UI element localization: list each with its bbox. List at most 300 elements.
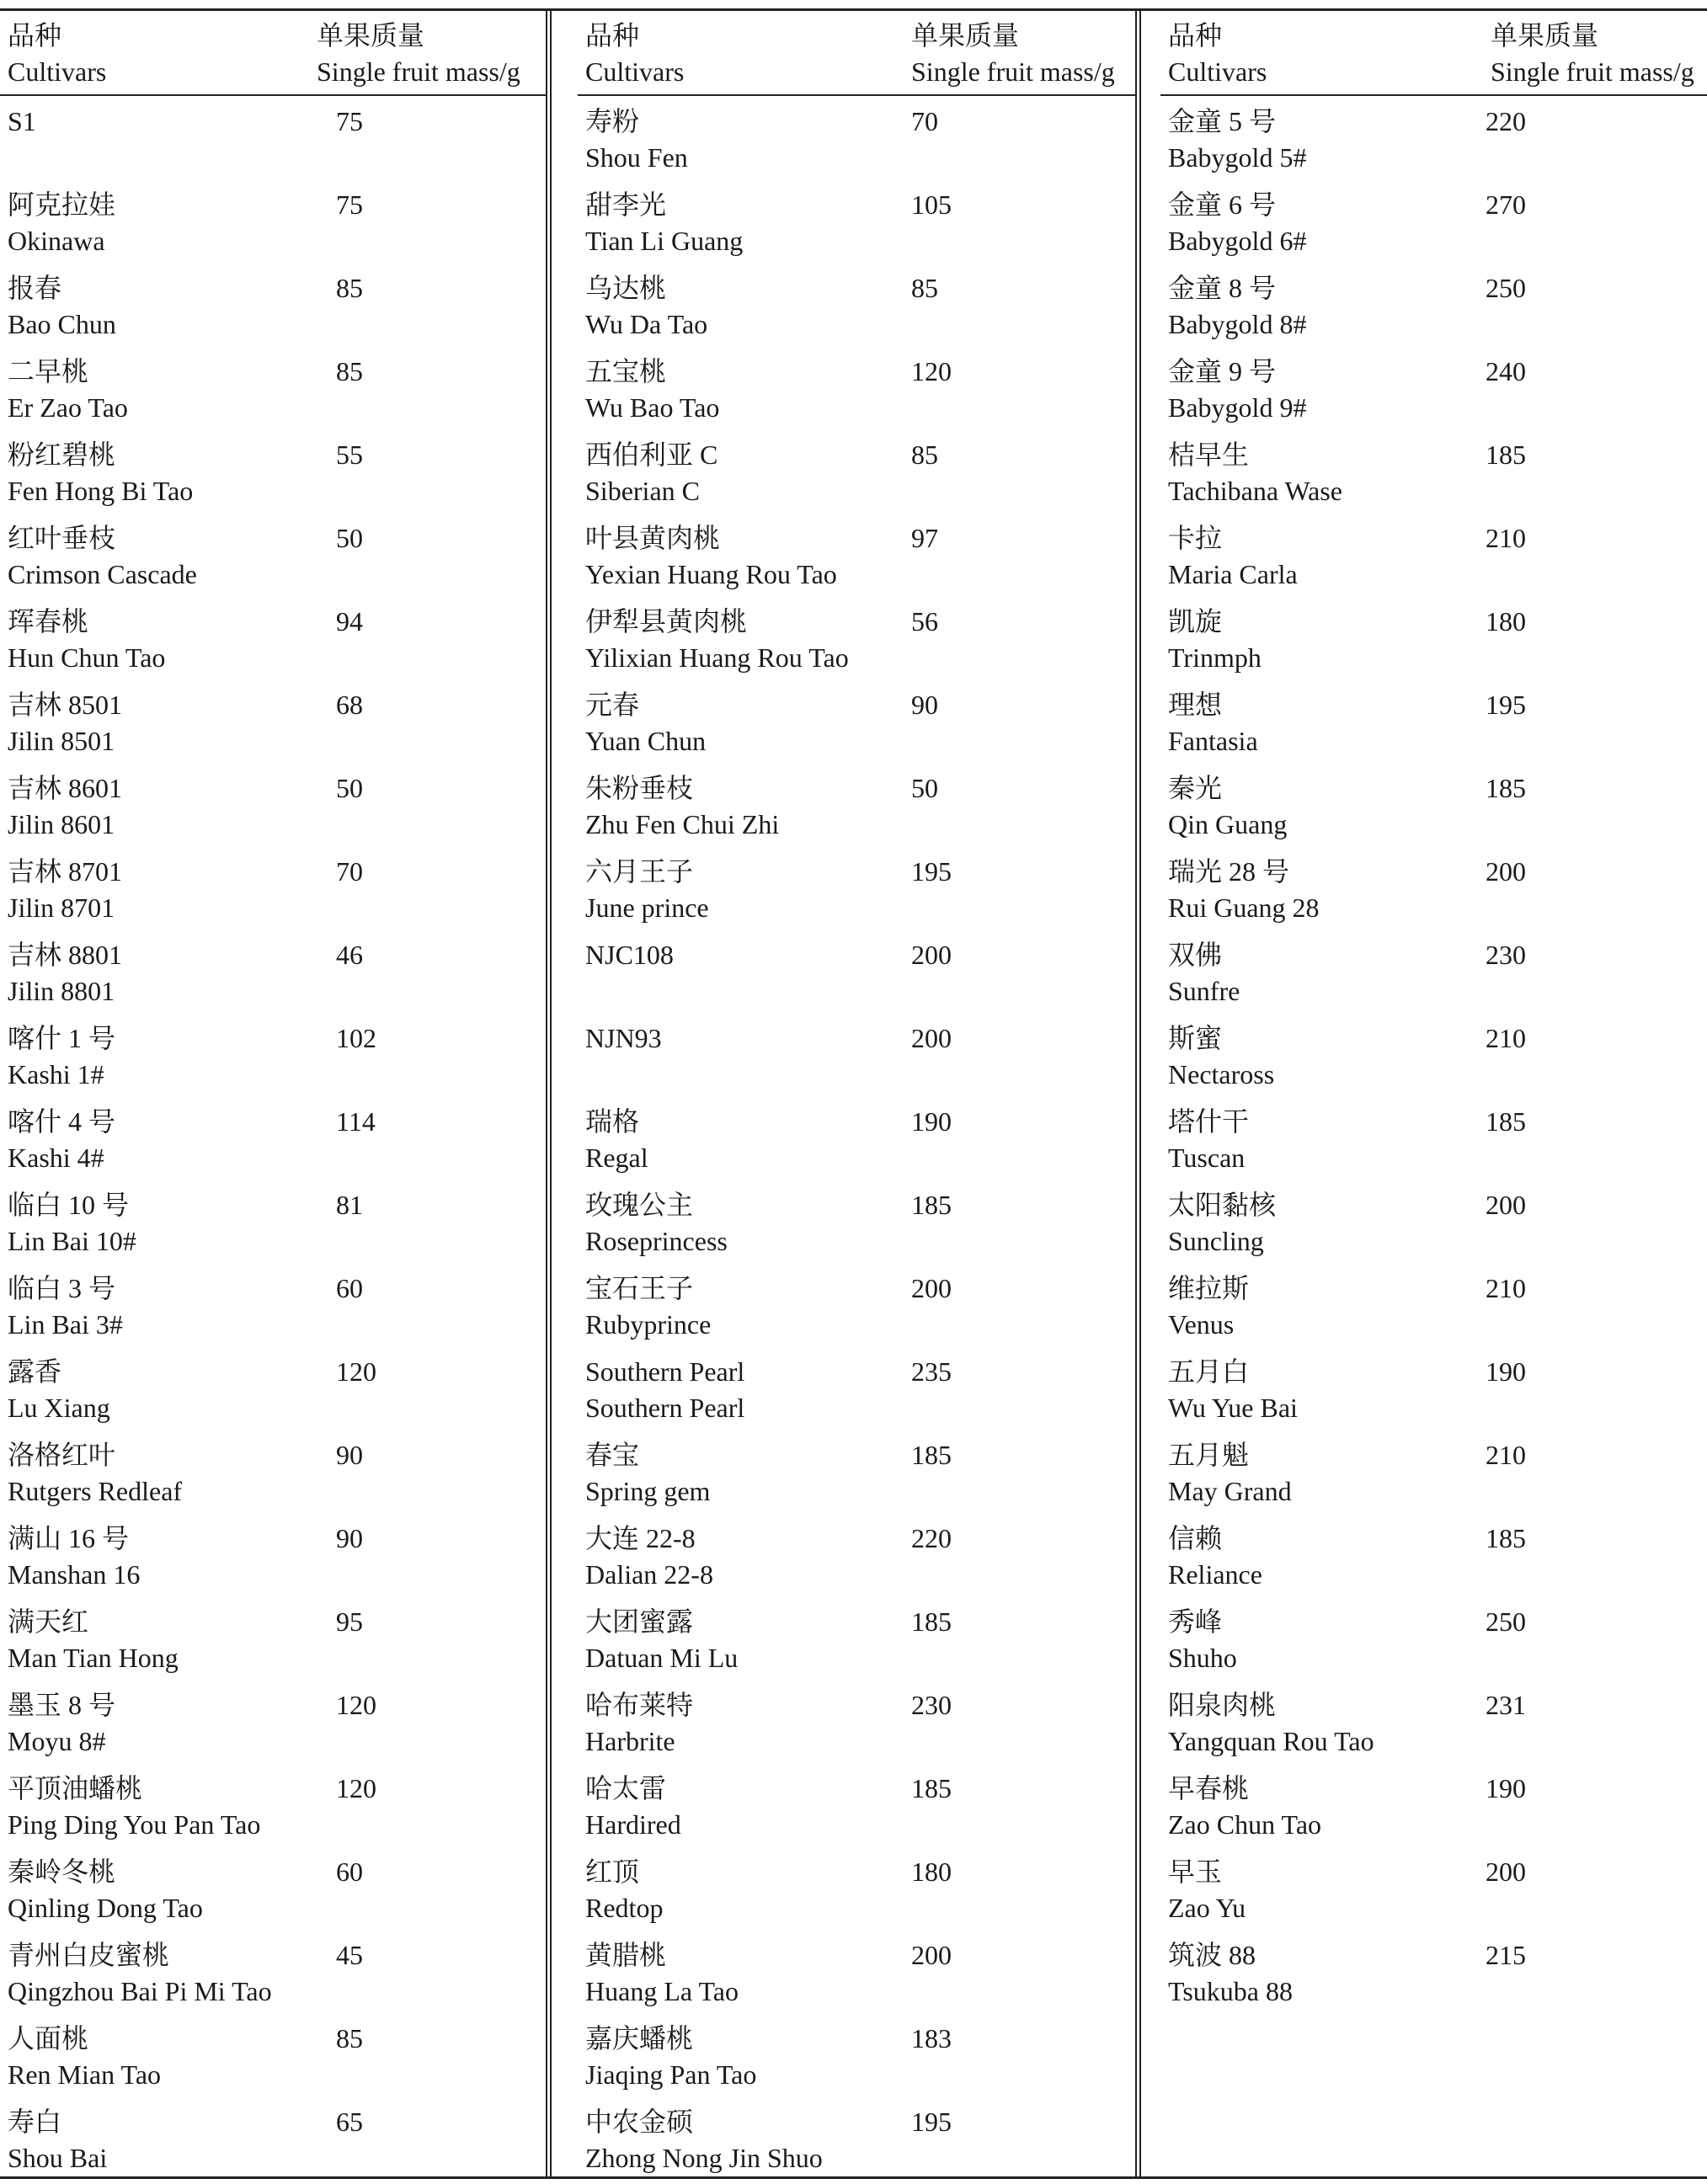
table-row: [1160, 96, 1707, 179]
fruit-mass-value: 210: [1486, 1440, 1526, 1470]
cultivar-name-en: Babygold 5#: [1168, 142, 1307, 173]
cultivar-cell: [585, 104, 688, 176]
cultivar-name-en: Yuan Chun: [585, 726, 707, 756]
cultivar-name-zh: 大连 22-8: [585, 1523, 696, 1553]
cultivar-cell: [8, 854, 122, 926]
cultivar-cell: [8, 1521, 140, 1593]
table-row: [0, 2013, 547, 2096]
cultivar-name-en: Babygold 8#: [1168, 309, 1307, 339]
cultivar-name-en: Kashi 1#: [8, 1059, 104, 1089]
cultivar-name-en: Moyu 8#: [8, 1726, 106, 1756]
header-cultivar: [585, 18, 684, 90]
cultivar-name-en: Shou Bai: [8, 2143, 108, 2173]
header-mass: [911, 18, 1115, 90]
cultivar-name-zh: 平顶油蟠桃: [8, 1773, 143, 1803]
cultivar-cell: [1168, 520, 1298, 593]
cultivar-name-zh: 早玉: [1168, 1856, 1223, 1887]
cultivar-name-zh: 元春: [585, 690, 640, 720]
table-row: [578, 930, 1137, 1013]
cultivar-name-en: Babygold 9#: [1168, 392, 1307, 423]
cultivar-name-en: Tuscan: [1168, 1143, 1246, 1173]
table-header: [1160, 11, 1707, 96]
fruit-mass-value: 70: [336, 856, 363, 887]
table-row: [1160, 1013, 1707, 1096]
cultivar-cell: [585, 1937, 739, 2010]
cultivar-cell: [8, 2021, 161, 2093]
cultivar-cell: [8, 437, 193, 509]
cultivar-cell: [8, 1354, 110, 1426]
fruit-mass-value: 105: [911, 189, 952, 220]
cultivar-name-en: Tian Li Guang: [585, 226, 744, 256]
cultivar-name-zh: 金童 8 号: [1168, 273, 1277, 303]
table-row: [0, 513, 547, 596]
header-mass: [317, 18, 520, 90]
cultivar-cell: [8, 1854, 203, 1926]
table-row: [578, 263, 1137, 346]
fruit-mass-value: 50: [336, 773, 363, 803]
cultivar-name-en: Yexian Huang Rou Tao: [585, 559, 837, 589]
fruit-mass-value: 97: [911, 523, 938, 553]
cultivar-name-zh: 阿克拉娃: [8, 189, 116, 220]
cultivar-name-zh: 吉林 8501: [8, 690, 123, 720]
cultivar-name-en: Wu Da Tao: [585, 309, 708, 339]
cultivar-name-zh: 玫瑰公主: [585, 1190, 694, 1220]
fruit-mass-value: 195: [911, 2107, 952, 2137]
cultivar-name-en: Yilixian Huang Rou Tao: [585, 642, 849, 673]
fruit-mass-value: 200: [911, 1023, 952, 1053]
fruit-mass-value: 230: [1486, 940, 1526, 970]
cultivar-name-zh: 红顶: [585, 1856, 640, 1887]
fruit-mass-value: 185: [1486, 1523, 1526, 1553]
fruit-mass-value: 70: [911, 106, 938, 136]
table-panel-1: [0, 11, 547, 2176]
table-row: [578, 179, 1137, 263]
cultivar-name-zh: 信赖: [1168, 1523, 1223, 1553]
table-row: [1160, 679, 1707, 763]
fruit-mass-value: 60: [336, 1273, 363, 1303]
cultivar-cell: [585, 687, 706, 759]
cultivar-cell: [585, 604, 849, 676]
cultivar-cell: [585, 770, 779, 843]
cultivar-cell: [1168, 187, 1306, 259]
cultivar-cell: [8, 1687, 115, 1760]
cultivar-name-zh: 甜李光: [585, 189, 667, 220]
cultivar-cell: [585, 1687, 693, 1760]
cultivar-name-zh: 五月魁: [1168, 1440, 1250, 1470]
table-row: [1160, 1930, 1707, 2013]
cultivar-name-en: Venus: [1168, 1309, 1235, 1340]
fruit-mass-value: 230: [911, 1690, 952, 1720]
cultivar-name-en: Qinling Dong Tao: [8, 1893, 203, 1923]
cultivar-name-zh: Southern Pearl: [585, 1356, 745, 1387]
table-row: [0, 1263, 547, 1346]
cultivar-cell: [1168, 1937, 1293, 2010]
header-cultivar-en: Cultivars: [8, 56, 107, 87]
cultivar-cell: [8, 270, 116, 343]
table-row: [578, 596, 1137, 679]
cultivar-cell: [585, 187, 743, 259]
cultivar-cell: [1168, 1854, 1246, 1926]
cultivar-name-en: Zao Chun Tao: [1168, 1809, 1322, 1840]
table-row: [1160, 179, 1707, 263]
fruit-mass-value: 185: [911, 1773, 952, 1803]
cultivar-name-zh: 墨玉 8 号: [8, 1690, 116, 1720]
cultivar-name-en: Manshan 16: [8, 1559, 141, 1590]
cultivar-name-en: Wu Yue Bai: [1168, 1393, 1298, 1423]
cultivar-cell: [585, 354, 719, 426]
cultivar-name-en: Qingzhou Bai Pi Mi Tao: [8, 1976, 272, 2006]
fruit-mass-value: 210: [1486, 1023, 1526, 1053]
cultivar-name-en: Reliance: [1168, 1559, 1262, 1590]
cultivar-name-en: Bao Chun: [8, 309, 116, 339]
cultivar-name-en: Datuan Mi Lu: [585, 1643, 739, 1673]
table-header: [578, 11, 1137, 96]
cultivar-name-en: Hardired: [585, 1809, 681, 1840]
cultivar-name-en: Fen Hong Bi Tao: [8, 476, 194, 506]
fruit-mass-value: 120: [911, 356, 952, 386]
cultivar-name-en: Jilin 8801: [8, 976, 115, 1006]
fruit-mass-value: 60: [336, 1856, 363, 1887]
cultivar-name-en: Regal: [585, 1143, 648, 1173]
cultivar-name-zh: 满天红: [8, 1606, 89, 1637]
cultivar-cell: [8, 187, 115, 259]
table-row: [1160, 846, 1707, 930]
cultivar-cell: [1168, 687, 1258, 759]
table-row: [1160, 596, 1707, 679]
cultivar-name-en: Tsukuba 88: [1168, 1976, 1293, 2006]
table-row: [1160, 1263, 1707, 1346]
table-row: [0, 1763, 547, 1846]
cultivar-cell: [1168, 1020, 1274, 1093]
cultivar-cell: [585, 1187, 728, 1260]
cultivar-name-zh: 五宝桃: [585, 356, 667, 386]
cultivar-name-en: Lin Bai 10#: [8, 1226, 136, 1256]
fruit-mass-value: 90: [911, 690, 938, 720]
fruit-mass-value: 85: [336, 356, 363, 386]
cultivar-name-zh: 早春桃: [1168, 1773, 1250, 1803]
cultivar-cell: [585, 854, 709, 926]
cultivar-cell: [8, 2104, 107, 2176]
fruit-mass-value: 68: [336, 690, 363, 720]
table-row: [0, 1430, 547, 1513]
fruit-mass-value: 65: [336, 2107, 363, 2137]
cultivar-name-en: Fantasia: [1168, 726, 1258, 756]
table-row: [0, 1346, 547, 1430]
cultivar-name-zh: 叶县黄肉桃: [585, 523, 721, 553]
cultivar-cell: [585, 1270, 711, 1343]
cultivar-name-zh: 瑞光 28 号: [1168, 856, 1290, 887]
cultivar-name-en: Dalian 22-8: [585, 1559, 713, 1590]
cultivar-name-zh: 瑞格: [585, 1106, 640, 1137]
cultivar-cell: [1168, 270, 1306, 343]
fruit-mass-value: 75: [336, 189, 363, 220]
cultivar-name-en: Harbrite: [585, 1726, 675, 1756]
cultivar-cell: [585, 1354, 744, 1426]
header-cultivar: [1168, 18, 1267, 90]
fruit-mass-value: 183: [911, 2023, 952, 2053]
cultivar-cell: [1168, 1270, 1249, 1343]
fruit-mass-value: 190: [911, 1106, 952, 1137]
table-row: [578, 346, 1137, 429]
fruit-mass-value: 185: [1486, 1106, 1526, 1137]
fruit-mass-value: 210: [1486, 523, 1526, 553]
fruit-mass-value: 200: [911, 940, 952, 970]
fruit-mass-value: 55: [336, 439, 363, 470]
cultivar-name-en: Hun Chun Tao: [8, 642, 166, 673]
table-row: [1160, 1596, 1707, 1680]
cultivar-name-en: Jilin 8601: [8, 809, 115, 839]
cultivar-cell: [1168, 1771, 1321, 1843]
table-panel-2: [578, 11, 1137, 2176]
cultivar-cell: [585, 437, 717, 509]
cultivar-name-zh: 二早桃: [8, 356, 89, 386]
table-row: [578, 1013, 1137, 1096]
table-row: [0, 1513, 547, 1596]
table-row: [0, 96, 547, 179]
cultivar-cell: [585, 2021, 756, 2093]
table-row: [0, 1846, 547, 1930]
cultivar-name-en: Ping Ding You Pan Tao: [8, 1809, 261, 1840]
fruit-mass-value: 180: [1486, 606, 1526, 637]
cultivar-cell: [1168, 104, 1306, 176]
table-row: [1160, 1180, 1707, 1263]
cultivar-name-zh: 哈太雷: [585, 1773, 667, 1803]
table-row: [0, 930, 547, 1013]
table-row: [578, 1680, 1137, 1763]
cultivar-cell: [8, 104, 36, 140]
cultivar-name-en: Jilin 8501: [8, 726, 115, 756]
cultivar-name-zh: NJN93: [585, 1023, 662, 1053]
table-row: [0, 1096, 547, 1180]
cultivar-name-zh: 满山 16 号: [8, 1523, 130, 1553]
table-row: [0, 1930, 547, 2013]
fruit-mass-value: 90: [336, 1523, 363, 1553]
cultivar-name-en: Roseprincess: [585, 1226, 728, 1256]
table-row: [0, 263, 547, 346]
table-body: [578, 96, 1137, 2180]
fruit-mass-value: 185: [1486, 773, 1526, 803]
cultivar-name-zh: 乌达桃: [585, 273, 667, 303]
cultivar-name-zh: 黄腊桃: [585, 1940, 667, 1970]
cultivar-name-zh: NJC108: [585, 940, 674, 970]
fruit-mass-value: 195: [1486, 690, 1526, 720]
cultivar-name-en: Siberian C: [585, 476, 700, 506]
fruit-mass-value: 85: [911, 273, 938, 303]
table-row: [1160, 513, 1707, 596]
table-row: [578, 429, 1137, 513]
cultivar-name-zh: 吉林 8601: [8, 773, 123, 803]
table-row: [1160, 763, 1707, 846]
cultivar-name-en: Sunfre: [1168, 976, 1240, 1006]
cultivar-name-zh: 阳泉肉桃: [1168, 1690, 1277, 1720]
table-row: [578, 1346, 1137, 1430]
cultivar-name-en: Yangquan Rou Tao: [1168, 1726, 1374, 1756]
cultivar-cell: [1168, 1604, 1237, 1676]
cultivar-cell: [8, 1187, 136, 1260]
cultivar-name-en: Maria Carla: [1168, 559, 1298, 589]
cultivar-name-zh: 金童 6 号: [1168, 189, 1277, 220]
cultivar-name-en: Okinawa: [8, 226, 105, 256]
fruit-mass-value: 90: [336, 1440, 363, 1470]
fruit-mass-value: 85: [336, 273, 363, 303]
table-row: [1160, 1346, 1707, 1430]
cultivar-cell: [8, 1104, 115, 1176]
cultivar-cell: [8, 1771, 260, 1843]
header-cultivar-en: Cultivars: [585, 56, 685, 87]
cultivar-name-en: Jilin 8701: [8, 892, 115, 923]
cultivar-cell: [1168, 1187, 1276, 1260]
cultivar-name-zh: 临白 3 号: [8, 1273, 116, 1303]
table-row: [1160, 346, 1707, 429]
cultivar-name-en: Man Tian Hong: [8, 1643, 179, 1673]
fruit-mass-value: 85: [911, 439, 938, 470]
table-row: [0, 679, 547, 763]
cultivar-name-en: Zao Yu: [1168, 1893, 1246, 1923]
fruit-mass-value: 190: [1486, 1356, 1526, 1387]
cultivar-name-en: Babygold 6#: [1168, 226, 1307, 256]
fruit-mass-value: 102: [336, 1023, 376, 1053]
header-mass: [1491, 18, 1694, 90]
cultivar-cell: [585, 270, 707, 343]
fruit-mass-value: 210: [1486, 1273, 1526, 1303]
cultivar-name-zh: 吉林 8801: [8, 940, 123, 970]
fruit-mass-value: 120: [336, 1356, 376, 1387]
cultivar-name-en: Huang La Tao: [585, 1976, 739, 2006]
cultivar-name-zh: 塔什干: [1168, 1106, 1250, 1137]
cultivar-name-zh: 西伯利亚 C: [585, 439, 718, 470]
cultivar-cell: [1168, 1354, 1298, 1426]
table-row: [0, 429, 547, 513]
fruit-mass-value: 50: [336, 523, 363, 553]
table-row: [0, 1013, 547, 1096]
cultivar-name-en: Lu Xiang: [8, 1393, 110, 1423]
fruit-mass-value: 240: [1486, 356, 1526, 386]
table-row: [0, 1180, 547, 1263]
fruit-mass-value: 200: [911, 1940, 952, 1970]
cultivar-cell: [1168, 1104, 1249, 1176]
table-row: [578, 1846, 1137, 1930]
cultivar-name-en: Crimson Cascade: [8, 559, 197, 589]
fruit-mass-value: 120: [336, 1690, 376, 1720]
table-row: [1160, 1846, 1707, 1930]
table-row: [0, 596, 547, 679]
cultivar-name-zh: 嘉庆蟠桃: [585, 2023, 694, 2053]
cultivar-name-zh: 五月白: [1168, 1356, 1250, 1387]
table-row: [578, 846, 1137, 930]
table-row: [0, 763, 547, 846]
cultivar-name-zh: 露香: [8, 1356, 62, 1387]
table-row: [1160, 263, 1707, 346]
fruit-mass-value: 185: [911, 1190, 952, 1220]
cultivar-name-zh: 金童 5 号: [1168, 106, 1277, 136]
cultivar-name-zh: 斯蜜: [1168, 1023, 1223, 1053]
fruit-mass-value: 250: [1486, 273, 1526, 303]
table-row: [1160, 1680, 1707, 1763]
cultivar-name-en: Lin Bai 3#: [8, 1309, 123, 1340]
table-header: [0, 11, 547, 96]
cultivar-name-en: Jiaqing Pan Tao: [585, 2059, 757, 2090]
table-row: [1160, 1430, 1707, 1513]
cultivar-name-zh: 凯旋: [1168, 606, 1223, 637]
cultivar-cell: [1168, 604, 1262, 676]
table-row: [0, 1680, 547, 1763]
cultivar-name-en: Trinmph: [1168, 642, 1262, 673]
cultivar-name-zh: 朱粉垂枝: [585, 773, 694, 803]
cultivar-name-en: Rubyprince: [585, 1309, 712, 1340]
cultivar-cell: [8, 1937, 272, 2010]
cultivar-name-zh: 洛格红叶: [8, 1440, 116, 1470]
table-row: [0, 846, 547, 930]
fruit-mass-value: 85: [336, 2023, 363, 2053]
cultivar-cell: [585, 1604, 738, 1676]
cultivar-cell: [8, 937, 122, 1009]
table-row: [578, 96, 1137, 179]
cultivar-name-zh: 六月王子: [585, 856, 694, 887]
cultivar-name-en: Nectaross: [1168, 1059, 1275, 1089]
cultivar-name-zh: S1: [8, 106, 36, 136]
cultivar-cell: [8, 604, 165, 676]
cultivar-name-zh: 珲春桃: [8, 606, 89, 637]
cultivar-name-zh: 粉红碧桃: [8, 439, 116, 470]
fruit-mass-value: 95: [336, 1606, 363, 1637]
cultivar-name-zh: 筑波 88: [1168, 1940, 1256, 1970]
table-row: [1160, 1513, 1707, 1596]
cultivar-name-zh: 报春: [8, 273, 62, 303]
cultivar-name-zh: 吉林 8701: [8, 856, 123, 887]
cultivar-name-zh: 维拉斯: [1168, 1273, 1250, 1303]
fruit-mass-value: 231: [1486, 1690, 1526, 1720]
cultivar-name-zh: 临白 10 号: [8, 1190, 130, 1220]
fruit-mass-value: 270: [1486, 189, 1526, 220]
cultivar-name-en: Er Zao Tao: [8, 392, 128, 423]
cultivar-name-zh: 宝石王子: [585, 1273, 694, 1303]
fruit-mass-value: 114: [336, 1106, 376, 1137]
header-mass-en: Single fruit mass/g: [1491, 56, 1694, 87]
cultivar-name-en: Suncling: [1168, 1226, 1264, 1256]
cultivar-cell: [1168, 770, 1287, 843]
fruit-mass-value: 215: [1486, 1940, 1526, 1970]
fruit-mass-value: 220: [1486, 106, 1526, 136]
cultivar-cell: [8, 1020, 115, 1093]
cultivar-name-en: Redtop: [585, 1893, 664, 1923]
cultivar-cell: [8, 1270, 123, 1343]
cultivar-name-zh: 寿粉: [585, 106, 640, 136]
cultivar-cell: [1168, 354, 1306, 426]
header-cultivar-zh: 品种: [585, 20, 640, 51]
cultivar-name-en: June prince: [585, 892, 709, 923]
cultivar-name-zh: 秦光: [1168, 773, 1223, 803]
cultivar-name-zh: 寿白: [8, 2107, 62, 2137]
cultivar-cell: [1168, 437, 1342, 509]
table-row: [578, 763, 1137, 846]
fruit-mass-value: 200: [1486, 1190, 1526, 1220]
table-row: [578, 513, 1137, 596]
table-row: [1160, 930, 1707, 1013]
cultivar-cell: [8, 354, 128, 426]
fruit-mass-value: 75: [336, 106, 363, 136]
cultivar-name-zh: 青州白皮蜜桃: [8, 1940, 170, 1970]
fruit-mass-value: 185: [911, 1440, 952, 1470]
cultivar-name-zh: 伊犁县黄肉桃: [585, 606, 748, 637]
cultivar-name-zh: 双佛: [1168, 940, 1223, 970]
cultivar-cell: [8, 1437, 182, 1510]
cultivar-cell: [8, 770, 122, 843]
header-cultivar-en: Cultivars: [1168, 56, 1267, 87]
table-row: [1160, 429, 1707, 513]
table-row: [1160, 1763, 1707, 1846]
cultivar-cell: [1168, 854, 1320, 926]
header-mass-en: Single fruit mass/g: [317, 56, 520, 87]
